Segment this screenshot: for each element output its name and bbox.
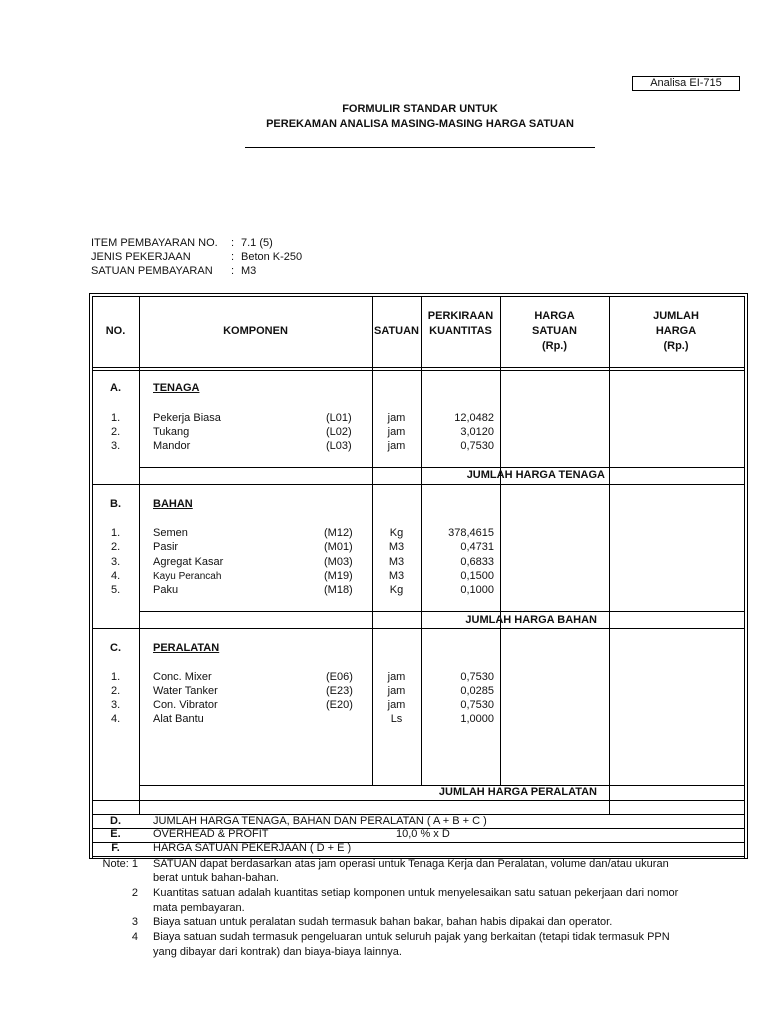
info-colon: : bbox=[231, 251, 235, 263]
section-letter: A. bbox=[110, 382, 121, 394]
note-number: 2 bbox=[131, 887, 138, 899]
summary-text-f: HARGA SATUAN PEKERJAAN ( D + E ) bbox=[153, 842, 352, 854]
row-no: 1. bbox=[111, 671, 121, 683]
summary-text-d: JUMLAH HARGA TENAGA, BAHAN DAN PERALATAN ( A + B + C ) bbox=[153, 815, 487, 827]
row-name: Water Tanker bbox=[153, 685, 218, 697]
row-no: 2. bbox=[111, 426, 121, 438]
form-code-box: Analisa EI-715 bbox=[632, 76, 740, 91]
tenaga-total-bottom bbox=[92, 484, 744, 485]
header-rule bbox=[92, 367, 744, 368]
summary-rule-4 bbox=[92, 856, 744, 857]
summary-letter-f: F. bbox=[111, 842, 120, 854]
row-name: Pasir bbox=[153, 541, 179, 553]
tenaga-total-top bbox=[139, 467, 744, 468]
row-name: Kayu Perancah bbox=[153, 571, 222, 582]
row-qty: 0,4731 bbox=[460, 541, 494, 553]
row-name: Paku bbox=[153, 584, 179, 596]
total-label: JUMLAH HARGA BAHAN bbox=[465, 614, 597, 626]
note-number: 4 bbox=[131, 931, 138, 943]
total-label: JUMLAH HARGA TENAGA bbox=[466, 469, 605, 481]
row-qty: 0,7530 bbox=[460, 699, 494, 711]
row-name: Alat Bantu bbox=[153, 713, 204, 725]
row-unit: jam bbox=[387, 685, 406, 697]
row-qty: 12,0482 bbox=[454, 412, 494, 424]
row-qty: 0,1000 bbox=[460, 584, 494, 596]
row-code: (L02) bbox=[326, 426, 352, 438]
row-name: Pekerja Biasa bbox=[153, 412, 221, 424]
row-code: (E06) bbox=[326, 671, 353, 683]
header-jumlah-3: (Rp.) bbox=[663, 340, 689, 352]
title-line-1: FORMULIR STANDAR UNTUK bbox=[342, 103, 498, 115]
row-qty: 0,1500 bbox=[460, 570, 494, 582]
info-value-jenis: Beton K-250 bbox=[241, 251, 303, 263]
row-qty: 0,7530 bbox=[460, 671, 494, 683]
section-title: BAHAN bbox=[153, 498, 193, 510]
note-text: Biaya satuan untuk peralatan sudah termasuk bahan bakar, bahan habis dipakai dan operator. bbox=[153, 916, 613, 928]
row-no: 3. bbox=[111, 699, 121, 711]
note-number: 3 bbox=[131, 916, 138, 928]
row-qty: 0,0285 bbox=[460, 685, 494, 697]
row-unit: M3 bbox=[388, 541, 405, 553]
note-text: berat untuk bahan-bahan. bbox=[153, 872, 279, 884]
header-kuantitas-1: PERKIRAAN bbox=[427, 310, 494, 322]
info-value-satuan: M3 bbox=[241, 265, 257, 277]
title-rule bbox=[245, 147, 595, 148]
col-divider-no bbox=[139, 296, 140, 814]
row-name: Con. Vibrator bbox=[153, 699, 218, 711]
row-no: 2. bbox=[111, 685, 121, 697]
section-letter: C. bbox=[110, 642, 121, 654]
header-kuantitas-2: KUANTITAS bbox=[429, 325, 492, 337]
row-qty: 378,4615 bbox=[448, 527, 494, 539]
summary-text-e: OVERHEAD & PROFIT bbox=[153, 828, 269, 840]
row-unit: jam bbox=[387, 426, 406, 438]
bahan-total-bottom bbox=[92, 628, 744, 629]
note-text: Biaya satuan sudah termasuk pengeluaran untuk seluruh pajak yang berkaitan (tetapi tidak termasuk PPN bbox=[153, 931, 670, 943]
section-title: PERALATAN bbox=[153, 642, 220, 654]
row-no: 4. bbox=[111, 570, 121, 582]
row-no: 1. bbox=[111, 412, 121, 424]
row-unit: jam bbox=[387, 412, 406, 424]
row-code: (M12) bbox=[324, 527, 353, 539]
row-unit: jam bbox=[387, 671, 406, 683]
peralatan-total-bottom bbox=[92, 800, 744, 801]
header-jumlah-2: HARGA bbox=[655, 325, 697, 337]
header-rule-double bbox=[92, 370, 744, 371]
row-unit: jam bbox=[387, 440, 406, 452]
row-code: (M01) bbox=[324, 541, 353, 553]
row-code: (M19) bbox=[324, 570, 353, 582]
info-label-item: ITEM PEMBAYARAN NO. bbox=[91, 237, 218, 249]
header-satuan: SATUAN bbox=[373, 325, 419, 337]
header-no: NO. bbox=[105, 325, 126, 337]
row-code: (E23) bbox=[326, 685, 353, 697]
row-unit: Kg bbox=[389, 527, 404, 539]
header-jumlah-1: JUMLAH bbox=[653, 310, 699, 322]
summary-letter-d: D. bbox=[110, 815, 121, 827]
row-unit: M3 bbox=[388, 556, 405, 568]
row-name: Semen bbox=[153, 527, 188, 539]
info-colon: : bbox=[231, 265, 235, 277]
note-text: mata pembayaran. bbox=[153, 902, 245, 914]
note-text: SATUAN dapat berdasarkan atas jam operasi untuk Tenaga Kerja dan Peralatan, volume dan/atau ukuran bbox=[153, 858, 669, 870]
info-value-item: 7.1 (5) bbox=[241, 237, 273, 249]
note-text: Kuantitas satuan adalah kuantitas setiap komponen untuk menyelesaikan satu satuan pekerjaan dari nomor bbox=[153, 887, 679, 899]
row-no: 3. bbox=[111, 440, 121, 452]
header-harga-3: (Rp.) bbox=[541, 340, 568, 352]
row-unit: Kg bbox=[389, 584, 404, 596]
header-harga-1: HARGA bbox=[534, 310, 575, 322]
row-unit: M3 bbox=[388, 570, 405, 582]
col-divider-harga bbox=[609, 296, 610, 814]
row-no: 2. bbox=[111, 541, 121, 553]
section-letter: B. bbox=[110, 498, 121, 510]
header-komponen: KOMPONEN bbox=[223, 325, 288, 337]
summary-letter-e: E. bbox=[110, 828, 121, 840]
title-line-2: PEREKAMAN ANALISA MASING-MASING HARGA SATUAN bbox=[266, 118, 574, 130]
total-label: JUMLAH HARGA PERALATAN bbox=[438, 786, 597, 798]
row-qty: 1,0000 bbox=[460, 713, 494, 725]
row-unit: jam bbox=[387, 699, 406, 711]
note-number: Note: 1 bbox=[102, 858, 138, 870]
info-label-satuan: SATUAN PEMBAYARAN bbox=[91, 265, 213, 277]
section-title: TENAGA bbox=[153, 382, 200, 394]
row-code: (L01) bbox=[326, 412, 352, 424]
row-name: Mandor bbox=[153, 440, 191, 452]
row-no: 3. bbox=[111, 556, 121, 568]
row-name: Agregat Kasar bbox=[153, 556, 224, 568]
header-harga-2: SATUAN bbox=[531, 325, 577, 337]
info-colon: : bbox=[231, 237, 235, 249]
row-qty: 0,6833 bbox=[460, 556, 494, 568]
summary-value-e: 10,0 % x D bbox=[396, 828, 450, 840]
bahan-total-top bbox=[139, 611, 744, 612]
row-unit: Ls bbox=[390, 713, 403, 725]
row-no: 4. bbox=[111, 713, 121, 725]
row-qty: 3,0120 bbox=[460, 426, 494, 438]
info-label-jenis: JENIS PEKERJAAN bbox=[91, 251, 191, 263]
row-no: 5. bbox=[111, 584, 121, 596]
row-code: (M18) bbox=[324, 584, 353, 596]
row-no: 1. bbox=[111, 527, 121, 539]
row-qty: 0,7530 bbox=[460, 440, 494, 452]
row-name: Tukang bbox=[153, 426, 190, 438]
row-code: (L03) bbox=[326, 440, 352, 452]
row-name: Conc. Mixer bbox=[153, 671, 212, 683]
note-text: yang dibayar dari kontrak) dan biaya-biaya lainnya. bbox=[153, 946, 402, 958]
row-code: (E20) bbox=[326, 699, 353, 711]
row-code: (M03) bbox=[324, 556, 353, 568]
